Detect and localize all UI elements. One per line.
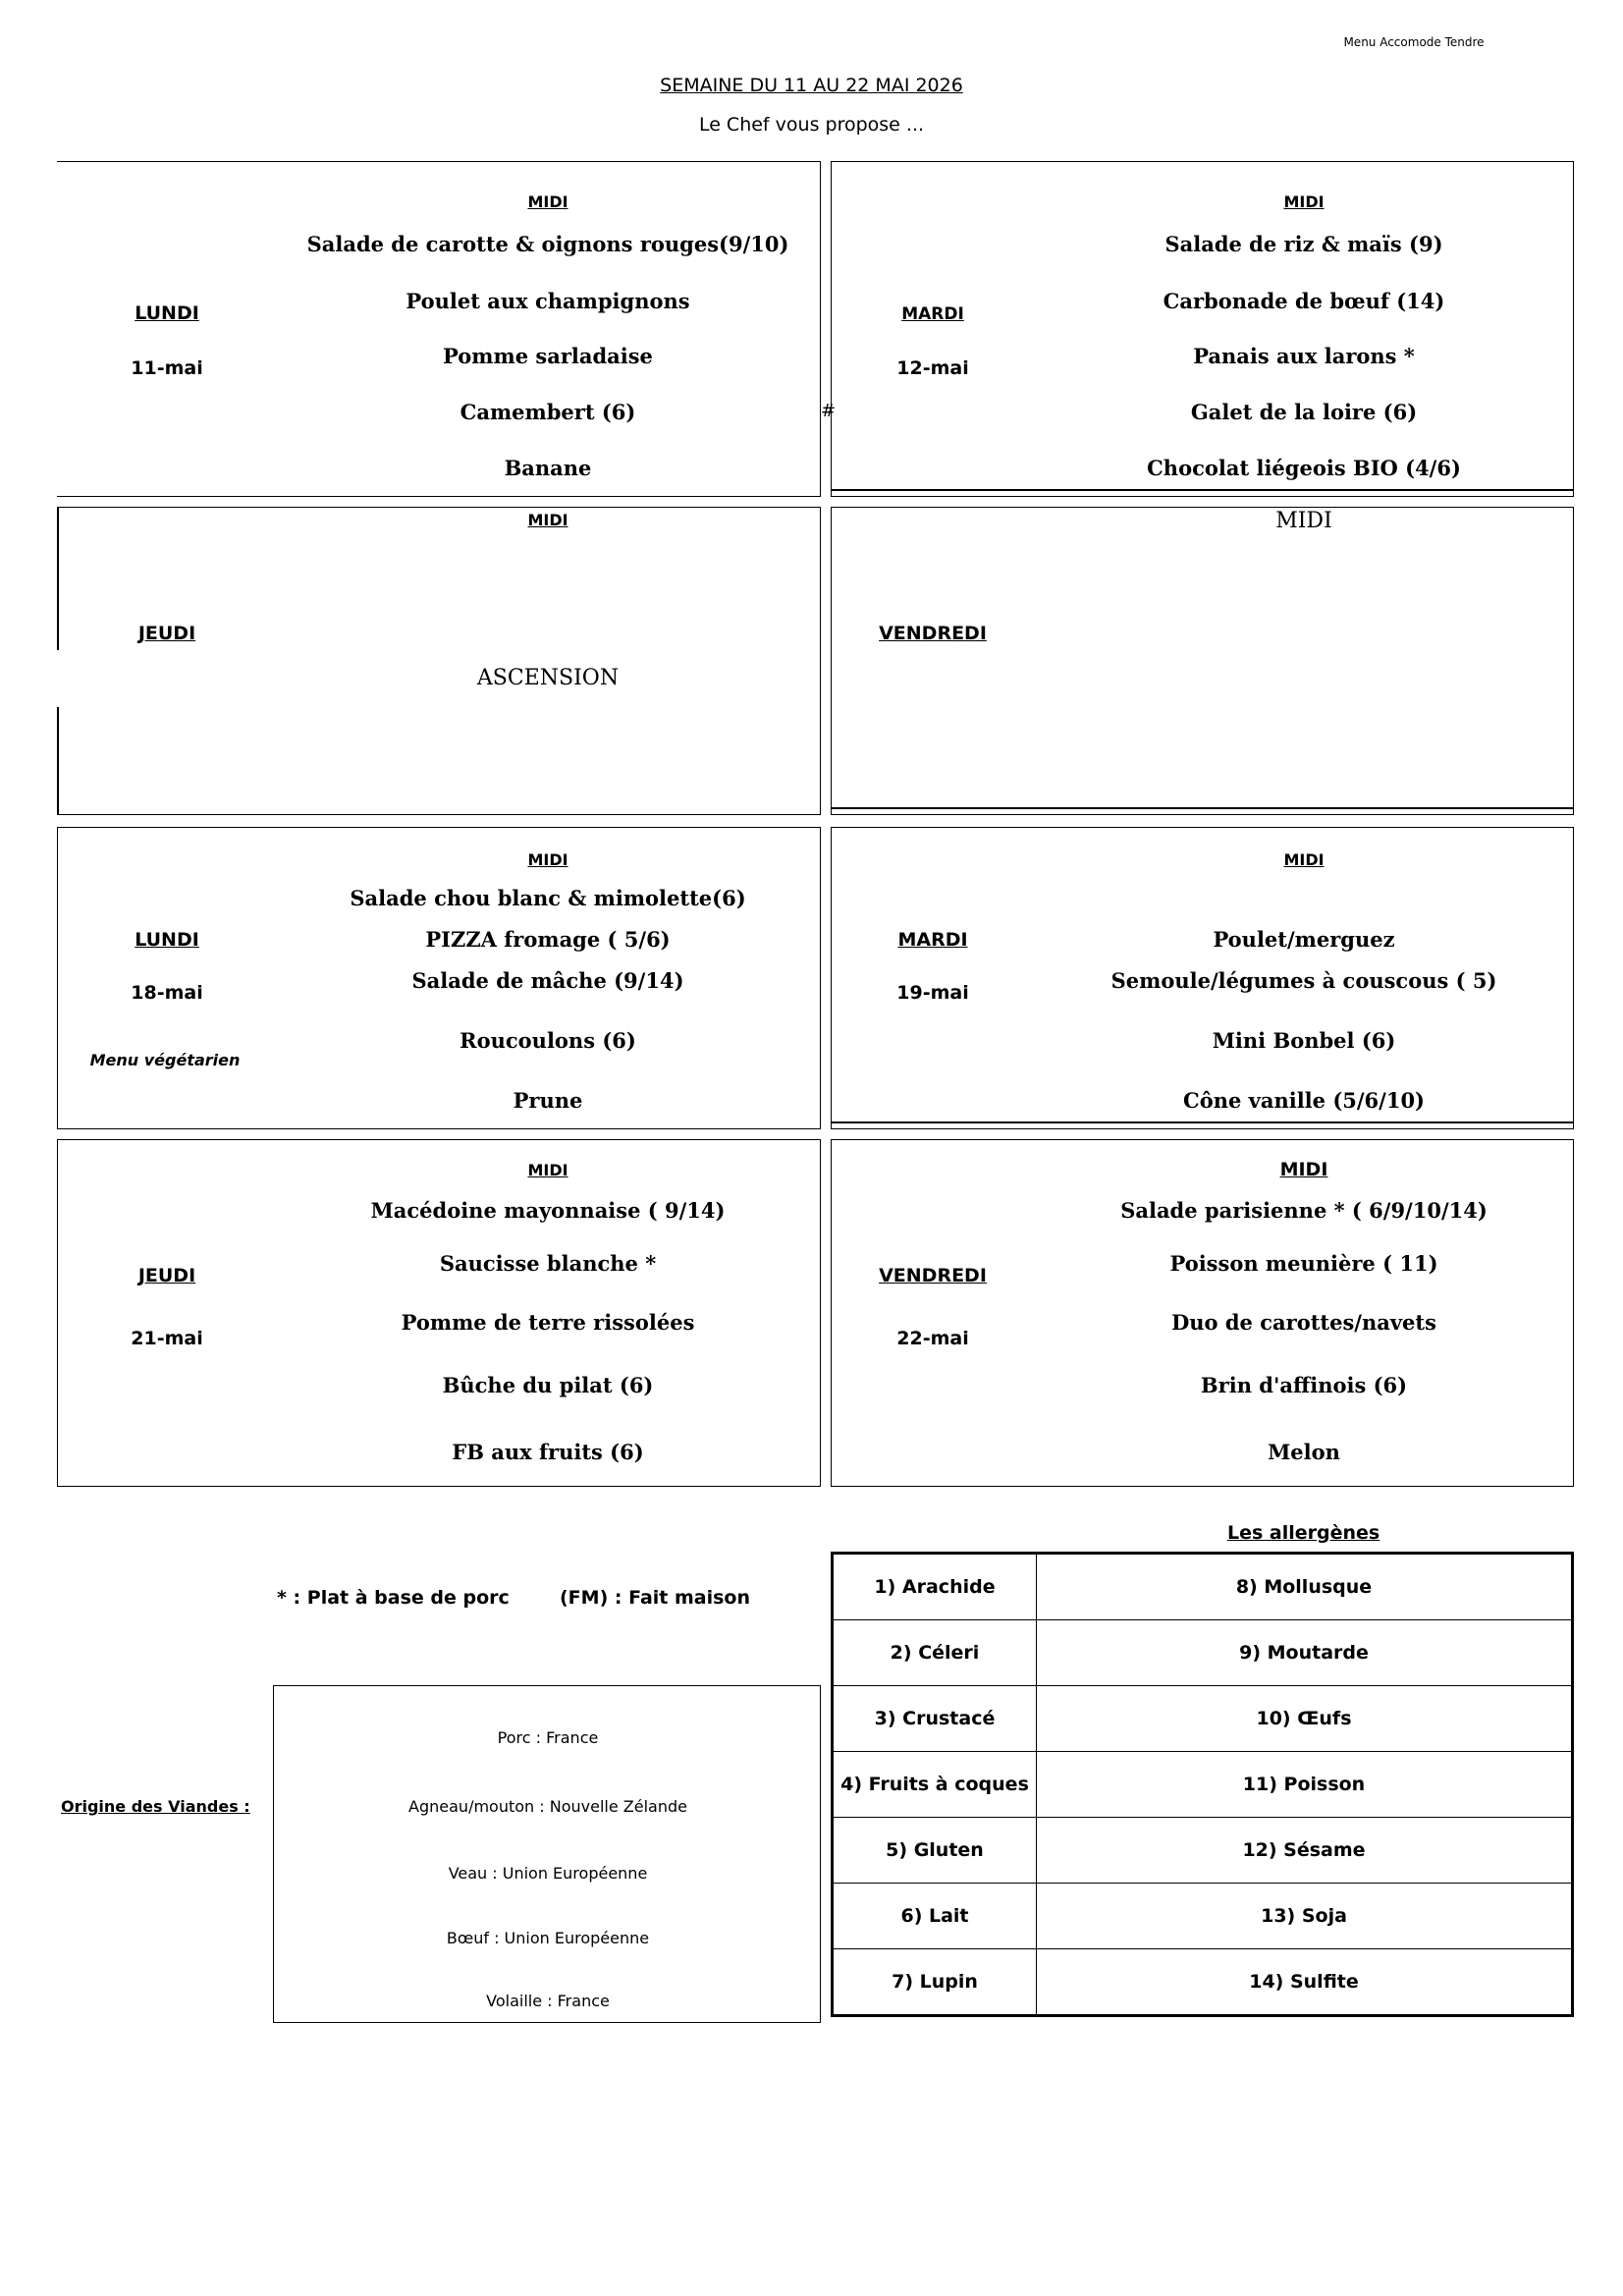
dish-item: Prune bbox=[513, 1088, 583, 1113]
day-label: JEUDI bbox=[137, 623, 196, 644]
allergen-cell: 14) Sulfite bbox=[1037, 1949, 1573, 2016]
dish-item: Poulet/merguez bbox=[1213, 927, 1395, 952]
holiday-note: ASCENSION bbox=[476, 666, 620, 690]
origin-label: Origine des Viandes : bbox=[61, 1797, 250, 1816]
border-segment bbox=[57, 507, 59, 650]
dish-item: Mini Bonbel (6) bbox=[1212, 1028, 1396, 1053]
origin-item: Volaille : France bbox=[486, 1992, 610, 2010]
dish-item: Pomme de terre rissolées bbox=[401, 1310, 695, 1335]
dish-item: Camembert (6) bbox=[460, 400, 636, 424]
divider bbox=[831, 807, 1574, 809]
allergens-title: Les allergènes bbox=[1227, 1522, 1380, 1544]
date-label: 22-mai bbox=[896, 1328, 969, 1349]
allergen-cell: 12) Sésame bbox=[1037, 1818, 1573, 1884]
allergen-cell: 10) Œufs bbox=[1037, 1686, 1573, 1752]
meal-label: MIDI bbox=[527, 1161, 568, 1179]
origin-item: Bœuf : Union Européenne bbox=[446, 1929, 650, 1947]
menu-box-mardi-12 bbox=[831, 161, 1574, 497]
dish-item: Salade de mâche (9/14) bbox=[411, 968, 684, 993]
dish-item: PIZZA fromage ( 5/6) bbox=[425, 927, 671, 952]
dish-item: Bûche du pilat (6) bbox=[442, 1373, 654, 1397]
table-row bbox=[833, 1752, 1573, 1818]
vegetarian-note: Menu végétarien bbox=[89, 1051, 241, 1069]
page-title: SEMAINE DU 11 AU 22 MAI 2026 bbox=[660, 75, 963, 96]
dish-item: Salade de riz & maïs (9) bbox=[1164, 232, 1443, 256]
dish-item: Saucisse blanche * bbox=[439, 1251, 657, 1276]
meal-label: MIDI bbox=[1283, 192, 1325, 211]
divider bbox=[831, 489, 1574, 491]
dish-item: Galet de la loire (6) bbox=[1190, 400, 1418, 424]
legend-fait-maison: (FM) : Fait maison bbox=[560, 1587, 750, 1609]
meal-label: MIDI bbox=[1279, 1159, 1328, 1180]
dish-item: Poulet aux champignons bbox=[406, 289, 690, 313]
page-subtitle: Le Chef vous propose ... bbox=[698, 114, 925, 136]
allergen-cell: 2) Céleri bbox=[833, 1620, 1037, 1686]
corner-note: Menu Accomode Tendre bbox=[1343, 35, 1485, 49]
allergen-cell: 11) Poisson bbox=[1037, 1752, 1573, 1818]
dish-item: Duo de carottes/navets bbox=[1171, 1310, 1436, 1335]
dish-item: Roucoulons (6) bbox=[460, 1028, 636, 1053]
allergen-cell: 7) Lupin bbox=[833, 1949, 1037, 2016]
dish-item: Poisson meunière ( 11) bbox=[1169, 1251, 1438, 1276]
dish-item: Panais aux larons * bbox=[1193, 344, 1415, 368]
origin-item: Porc : France bbox=[497, 1728, 599, 1747]
day-label: JEUDI bbox=[137, 1265, 196, 1286]
day-label: LUNDI bbox=[135, 302, 199, 324]
table-row bbox=[833, 1554, 1573, 1620]
table-row bbox=[833, 1818, 1573, 1884]
dish-item: Macédoine mayonnaise ( 9/14) bbox=[370, 1198, 726, 1223]
menu-box-vendredi-15 bbox=[831, 507, 1574, 815]
allergen-cell: 5) Gluten bbox=[833, 1818, 1037, 1884]
allergen-cell: 8) Mollusque bbox=[1037, 1554, 1573, 1620]
dish-item: Brin d'affinois (6) bbox=[1200, 1373, 1408, 1397]
dish-item: Melon bbox=[1268, 1440, 1340, 1464]
allergen-cell: 3) Crustacé bbox=[833, 1686, 1037, 1752]
meal-label: MIDI bbox=[1283, 850, 1325, 869]
origin-item: Veau : Union Européenne bbox=[448, 1864, 648, 1883]
dish-item: Pomme sarladaise bbox=[443, 344, 653, 368]
meal-label: MIDI bbox=[1275, 509, 1332, 533]
dish-item: FB aux fruits (6) bbox=[452, 1440, 644, 1464]
dish-item: Cône vanille (5/6/10) bbox=[1182, 1088, 1425, 1113]
border-segment bbox=[57, 707, 59, 815]
day-label: VENDREDI bbox=[879, 623, 987, 644]
date-label: 11-mai bbox=[131, 357, 203, 379]
allergens-table bbox=[831, 1552, 1574, 2017]
day-label: LUNDI bbox=[135, 929, 199, 951]
menu-box-jeudi-14 bbox=[57, 507, 821, 815]
table-row bbox=[833, 1884, 1573, 1949]
day-label: MARDI bbox=[901, 304, 964, 324]
legend-porc: * : Plat à base de porc bbox=[277, 1587, 510, 1609]
dish-item: Semoule/légumes à couscous ( 5) bbox=[1110, 968, 1497, 993]
allergen-cell: 13) Soja bbox=[1037, 1884, 1573, 1949]
meal-label: MIDI bbox=[527, 850, 568, 869]
meal-label: MIDI bbox=[527, 192, 568, 211]
date-label: 18-mai bbox=[131, 982, 203, 1004]
dish-item: Banane bbox=[504, 456, 592, 480]
allergen-cell: 9) Moutarde bbox=[1037, 1620, 1573, 1686]
menu-box-lundi-11 bbox=[57, 161, 821, 497]
day-label: VENDREDI bbox=[879, 1265, 987, 1286]
allergen-cell: 1) Arachide bbox=[833, 1554, 1037, 1620]
divider bbox=[831, 1121, 1574, 1123]
dish-item: Carbonade de bœuf (14) bbox=[1163, 289, 1445, 313]
date-label: 19-mai bbox=[896, 982, 969, 1004]
dish-item: Salade parisienne * ( 6/9/10/14) bbox=[1120, 1198, 1488, 1223]
day-label: MARDI bbox=[897, 929, 968, 951]
allergen-cell: 6) Lait bbox=[833, 1884, 1037, 1949]
allergen-cell: 4) Fruits à coques bbox=[833, 1752, 1037, 1818]
date-label: 21-mai bbox=[131, 1328, 203, 1349]
table-row bbox=[833, 1686, 1573, 1752]
origin-item: Agneau/mouton : Nouvelle Zélande bbox=[408, 1797, 687, 1816]
date-label: 12-mai bbox=[896, 357, 969, 379]
table-row bbox=[833, 1949, 1573, 2016]
table-row bbox=[833, 1620, 1573, 1686]
meal-label: MIDI bbox=[527, 511, 568, 529]
dish-item: Salade chou blanc & mimolette(6) bbox=[350, 886, 746, 910]
dish-item: Salade de carotte & oignons rouges(9/10) bbox=[306, 232, 789, 256]
dish-item: Chocolat liégeois BIO (4/6) bbox=[1147, 456, 1461, 480]
hash-mark: # bbox=[821, 401, 837, 421]
